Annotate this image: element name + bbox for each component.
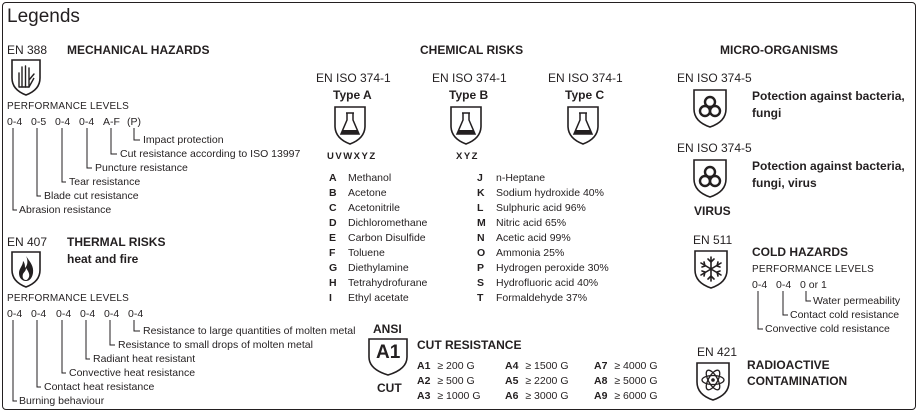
cut-grade: A5 ≥ 2200 G bbox=[505, 375, 569, 387]
chem-type-c-standard: EN ISO 374-1 bbox=[548, 71, 623, 85]
therm-item-radiant: Radiant heat resistant bbox=[93, 353, 196, 365]
chem-type-a-letters: UVWXYZ bbox=[327, 151, 377, 162]
cut-grade: A6 ≥ 3000 G bbox=[505, 390, 569, 402]
cut-grade: A4 ≥ 1500 G bbox=[505, 360, 569, 372]
cut-grade: A8 ≥ 5000 G bbox=[594, 375, 658, 387]
chem-list-item: G Diethylamine bbox=[329, 262, 409, 274]
chem-list-item: C Acetonitrile bbox=[329, 202, 400, 214]
therm-item-small-molten: Resistance to small drops of molten metal bbox=[118, 339, 313, 351]
chem-list-item: L Sulphuric acid 96% bbox=[477, 202, 586, 214]
therm-item-large-molten: Resistance to large quantities of molten metal bbox=[143, 325, 356, 337]
cold-item-water: Water permeability bbox=[813, 295, 901, 307]
en407-code: EN 407 bbox=[7, 235, 48, 249]
chem-list-item: D Dichloromethane bbox=[329, 217, 428, 229]
mech-item-cut: Cut resistance according to ISO 13997 bbox=[120, 148, 301, 160]
cut-grade: A7 ≥ 4000 G bbox=[594, 360, 658, 372]
ansi-caption: CUT bbox=[377, 381, 402, 395]
therm-item-convective: Convective heat resistance bbox=[69, 367, 196, 379]
chem-list-item: O Ammonia 25% bbox=[477, 247, 565, 259]
cold-level-3: 0 or 1 bbox=[800, 279, 827, 291]
mechanical-heading: MECHANICAL HAZARDS bbox=[67, 43, 210, 57]
chem-list-item: I Ethyl acetate bbox=[329, 292, 409, 304]
chem-list-item: B Acetone bbox=[329, 187, 387, 199]
radio-heading-2: CONTAMINATION bbox=[747, 374, 848, 388]
chem-list-item: E Carbon Disulfide bbox=[329, 232, 426, 244]
cut-grade: A9 ≥ 6000 G bbox=[594, 390, 658, 402]
thermal-perf-label: PERFORMANCE LEVELS bbox=[7, 293, 129, 304]
thermal-level-5: 0-4 bbox=[104, 308, 120, 320]
cold-item-contact: Contact cold resistance bbox=[790, 309, 900, 321]
chem-type-a-standard: EN ISO 374-1 bbox=[316, 71, 391, 85]
chem-type-b-letters: XYZ bbox=[456, 151, 479, 162]
mech-item-impact: Impact protection bbox=[143, 134, 224, 146]
thermal-subheading: heat and fire bbox=[67, 252, 139, 266]
therm-item-contact: Contact heat resistance bbox=[44, 381, 155, 393]
cold-item-convective: Convective cold resistance bbox=[765, 323, 890, 335]
cut-grade: A3 ≥ 1000 G bbox=[417, 390, 481, 402]
thermal-level-3: 0-4 bbox=[56, 308, 72, 320]
chem-type-b-label: Type B bbox=[449, 88, 489, 102]
ansi-label: ANSI bbox=[373, 322, 402, 336]
thermal-level-6: 0-4 bbox=[128, 308, 144, 320]
chem-list-item: A Methanol bbox=[329, 172, 392, 184]
micro-virus-text-1: Potection against bacteria, bbox=[752, 159, 905, 173]
micro-virus-standard: EN ISO 374-5 bbox=[677, 141, 752, 155]
en388-code: EN 388 bbox=[7, 43, 48, 57]
micro-bacteria-text-2: fungi bbox=[752, 106, 782, 120]
cut-heading: CUT RESISTANCE bbox=[417, 338, 522, 352]
thermal-level-1: 0-4 bbox=[7, 308, 23, 320]
chem-list-item: N Acetic acid 99% bbox=[477, 232, 571, 244]
cut-grade: A1 ≥ 200 G bbox=[417, 360, 475, 372]
ansi-badge-text: A1 bbox=[376, 342, 401, 363]
en421-code: EN 421 bbox=[697, 345, 738, 359]
chem-list-item: J n-Heptane bbox=[477, 172, 546, 184]
micro-heading: MICRO-ORGANISMS bbox=[720, 43, 838, 57]
micro-bacteria-text-1: Potection against bacteria, bbox=[752, 89, 905, 103]
chem-type-b-standard: EN ISO 374-1 bbox=[432, 71, 507, 85]
mech-item-blade: Blade cut resistance bbox=[44, 190, 139, 202]
chemical-heading: CHEMICAL RISKS bbox=[420, 43, 524, 57]
thermal-level-2: 0-4 bbox=[31, 308, 47, 320]
mechanical-level-2: 0-5 bbox=[31, 116, 47, 128]
therm-item-burning: Burning behaviour bbox=[19, 395, 105, 407]
mech-item-puncture: Puncture resistance bbox=[95, 162, 188, 174]
cold-perf-label: PERFORMANCE LEVELS bbox=[752, 264, 874, 275]
thermal-heading: THERMAL RISKS bbox=[67, 235, 166, 249]
chem-list-item: M Nitric acid 65% bbox=[477, 217, 567, 229]
cold-level-2: 0-4 bbox=[776, 279, 792, 291]
chem-list-item: K Sodium hydroxide 40% bbox=[477, 187, 604, 199]
mechanical-level-3: 0-4 bbox=[55, 116, 71, 128]
chem-type-c-label: Type C bbox=[565, 88, 605, 102]
chem-list-item: S Hydrofluoric acid 40% bbox=[477, 277, 599, 289]
micro-virus-text-2: fungi, virus bbox=[752, 176, 817, 190]
radioactive-icon bbox=[695, 361, 731, 401]
micro-bacteria-standard: EN ISO 374-5 bbox=[677, 71, 752, 85]
mechanical-level-1: 0-4 bbox=[7, 116, 23, 128]
mechanical-level-4: 0-4 bbox=[79, 116, 95, 128]
chem-list-item: H Tetrahydrofurane bbox=[329, 277, 428, 289]
mech-item-abrasion: Abrasion resistance bbox=[19, 204, 112, 216]
chem-type-a-label: Type A bbox=[333, 88, 372, 102]
chem-list-item: F Toluene bbox=[329, 247, 385, 259]
mech-item-tear: Tear resistance bbox=[69, 176, 141, 188]
chem-list-item: P Hydrogen peroxide 30% bbox=[477, 262, 609, 274]
radio-heading-1: RADIOACTIVE bbox=[747, 358, 830, 372]
mechanical-perf-label: PERFORMANCE LEVELS bbox=[7, 101, 129, 112]
mechanical-level-6: (P) bbox=[127, 116, 141, 128]
mechanical-level-5: A-F bbox=[103, 116, 120, 128]
cold-level-1: 0-4 bbox=[752, 279, 768, 291]
cold-heading: COLD HAZARDS bbox=[752, 245, 848, 259]
page-title: Legends bbox=[7, 6, 80, 27]
en511-code: EN 511 bbox=[693, 233, 733, 247]
virus-caption: VIRUS bbox=[694, 204, 731, 218]
cut-grade: A2 ≥ 500 G bbox=[417, 375, 475, 387]
thermal-level-4: 0-4 bbox=[80, 308, 96, 320]
chem-list-item: T Formaldehyde 37% bbox=[477, 292, 588, 304]
